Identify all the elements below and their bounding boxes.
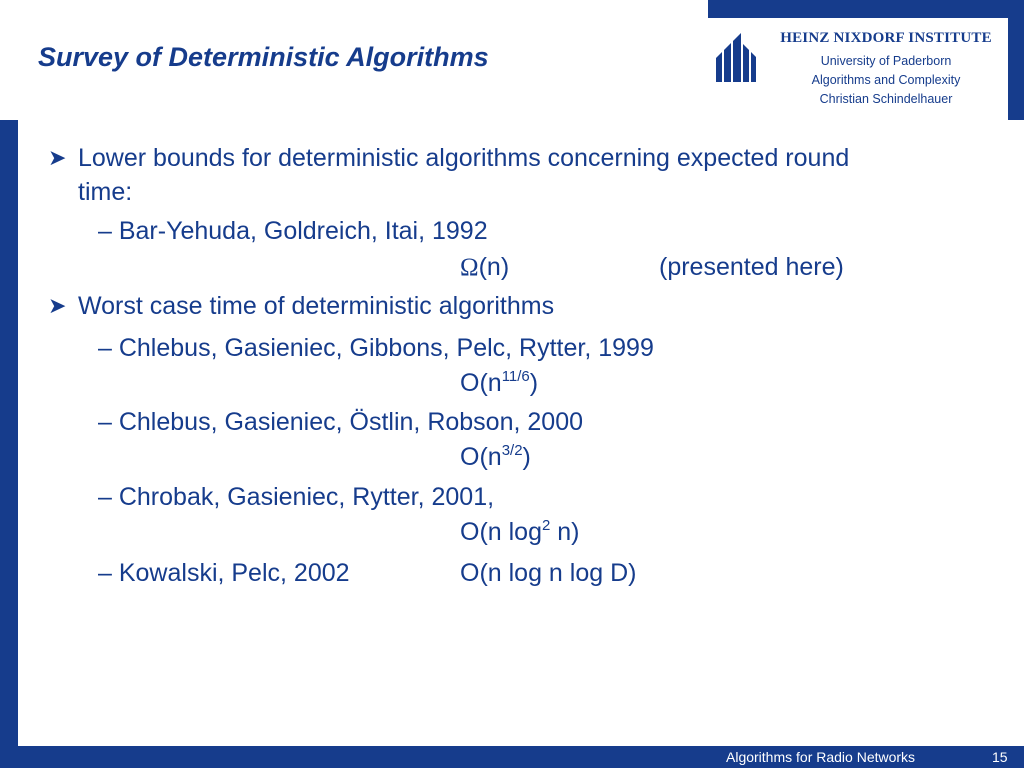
reference-item: – Kowalski, Pelc, 2002 (98, 559, 350, 587)
bound-exponent: 3/2 (501, 442, 523, 459)
reference-item: – Chlebus, Gasieniec, Östlin, Robson, 2000 (98, 408, 583, 436)
bullet-arrow-icon: ➤ (48, 293, 67, 318)
bound-note: (presented here) (659, 253, 844, 281)
reference-item: – Bar-Yehuda, Goldreich, Itai, 1992 (98, 217, 488, 245)
complexity-bound (460, 442, 531, 472)
complexity-bound (460, 368, 538, 398)
bullet-item: Lower bounds for deterministic algorithms concerning expected round (78, 144, 850, 172)
bound-close: ) (529, 369, 539, 397)
slide-title: Survey of Deterministic Algorithms (38, 42, 489, 72)
complexity-bound (460, 252, 509, 283)
group-name: Algorithms and Complexity (811, 73, 961, 87)
bound-exponent: 11/6 (501, 368, 530, 385)
university-name: University of Paderborn (820, 54, 952, 68)
reference-item: – Chrobak, Gasieniec, Rytter, 2001, (98, 483, 495, 511)
omega-symbol: Ω (460, 254, 479, 281)
bound-close: ) (522, 443, 531, 471)
bullet-item: Worst case time of deterministic algorithms (78, 292, 555, 320)
bound-base: O(n log (460, 518, 542, 546)
complexity-bound: O(n log n log D) (460, 559, 637, 587)
bound-close: n) (550, 518, 580, 546)
page-number: 15 (992, 749, 1008, 765)
bullet-arrow-icon: ➤ (48, 145, 67, 170)
bound-text: (n) (478, 253, 510, 281)
bound-exponent: 2 (541, 517, 551, 534)
bound-base: O(n (460, 369, 502, 397)
footer-course-title: Algorithms for Radio Networks (726, 749, 916, 765)
complexity-bound (460, 517, 580, 547)
institute-name: HEINZ NIXDORF INSTITUTE (780, 30, 992, 46)
bound-base: O(n (460, 443, 502, 471)
bullet-item-continuation: time: (78, 178, 133, 206)
author-name: Christian Schindelhauer (819, 92, 953, 106)
reference-item: – Chlebus, Gasieniec, Gibbons, Pelc, Rytter, 1999 (98, 334, 654, 362)
